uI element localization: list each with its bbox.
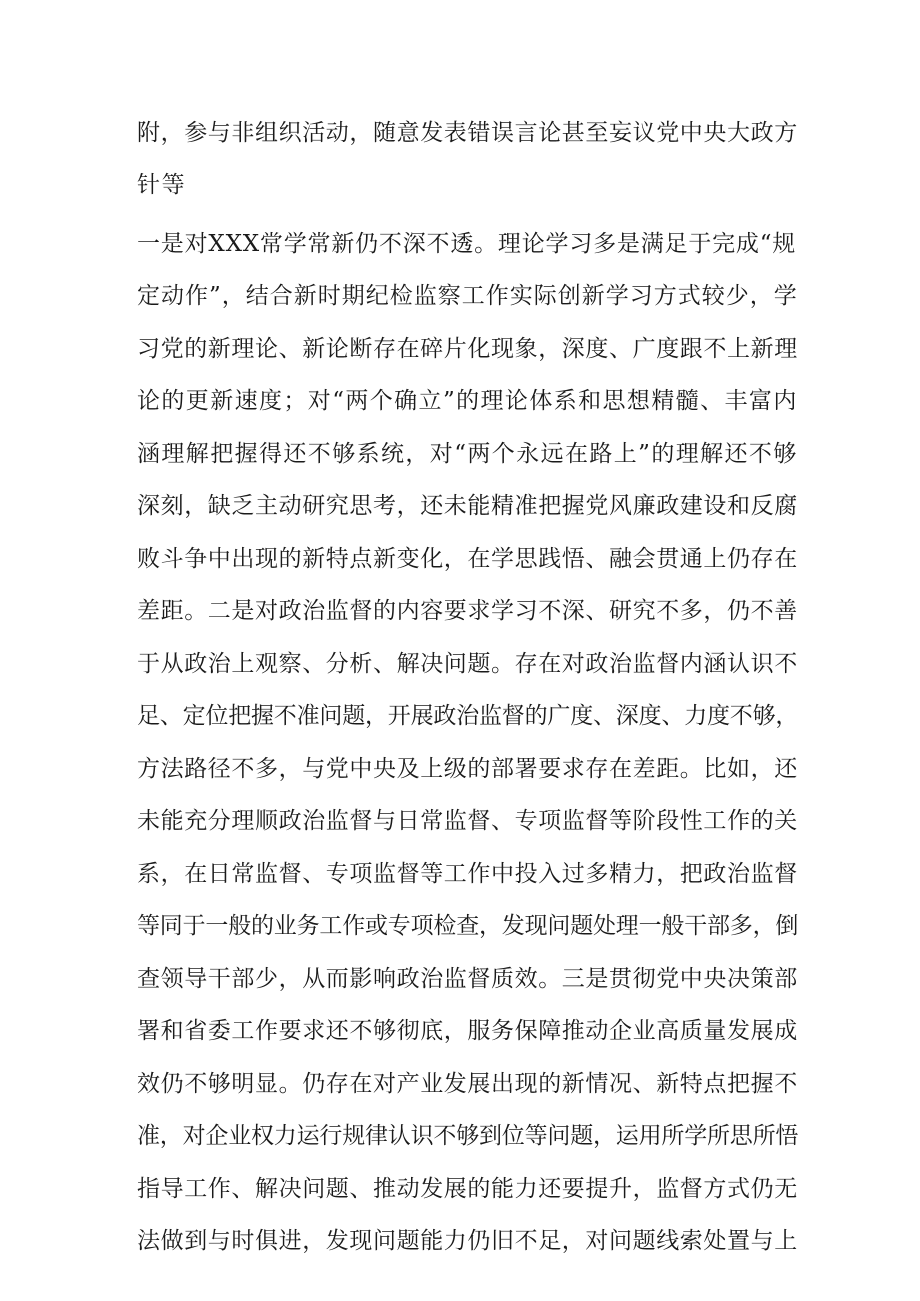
text-line: 败斗争中出现的新特点新变化，在学思践悟、融会贯通上仍存在 xyxy=(137,546,798,572)
text-line: 涵理解把握得还不够系统，对“两个永远在路上”的理解还不够 xyxy=(137,441,798,467)
text-line: 效仍不够明显。仍存在对产业发展出现的新情况、新特点把握不 xyxy=(137,1071,798,1097)
text-line: 一是对XXX常学常新仍不深不透。理论学习多是满足于完成“规 xyxy=(137,231,797,257)
text-line: 法做到与时俱进，发现问题能力仍旧不足，对问题线索处置与上 xyxy=(137,1228,798,1254)
text-line: 差距。二是对政治监督的内容要求学习不深、研究不多，仍不善 xyxy=(137,598,798,624)
text-line: 习党的新理论、新论断存在碎片化现象，深度、广度跟不上新理 xyxy=(137,336,798,362)
text-line: 于从政治上观察、分析、解决问题。存在对政治监督内涵认识不 xyxy=(137,651,798,677)
text-line: 针等 xyxy=(137,172,187,198)
text-line: 深刻，缺乏主动研究思考，还未能精准把握党风廉政建设和反腐 xyxy=(137,493,798,519)
text-line: 系，在日常监督、专项监督等工作中投入过多精力，把政治监督 xyxy=(137,861,798,887)
text-line: 未能充分理顺政治监督与日常监督、专项监督等阶段性工作的关 xyxy=(137,808,798,834)
text-line: 论的更新速度；对“两个确立”的理论体系和思想精髓、丰富内 xyxy=(137,388,798,414)
text-line: 等同于一般的业务工作或专项检查，发现问题处理一般干部多，倒 xyxy=(137,913,799,939)
text-line: 附，参与非组织活动，随意发表错误言论甚至妄议党中央大政方 xyxy=(137,120,798,146)
text-line: 署和省委工作要求还不够彻底，服务保障推动企业高质量发展成 xyxy=(137,1018,798,1044)
text-line: 足、定位把握不准问题，开展政治监督的广度、深度、力度不够， xyxy=(137,703,799,729)
text-line: 查领导干部少，从而影响政治监督质效。三是贯彻党中央决策部 xyxy=(137,966,798,992)
text-line: 定动作”，结合新时期纪检监察工作实际创新学习方式较少，学 xyxy=(137,283,798,309)
text-line: 准，对企业权力运行规律认识不够到位等问题，运用所学所思所悟 xyxy=(137,1123,799,1149)
text-line: 方法路径不多，与党中央及上级的部署要求存在差距。比如，还 xyxy=(137,756,798,782)
text-line: 指导工作、解决问题、推动发展的能力还要提升，监督方式仍无 xyxy=(137,1176,798,1202)
